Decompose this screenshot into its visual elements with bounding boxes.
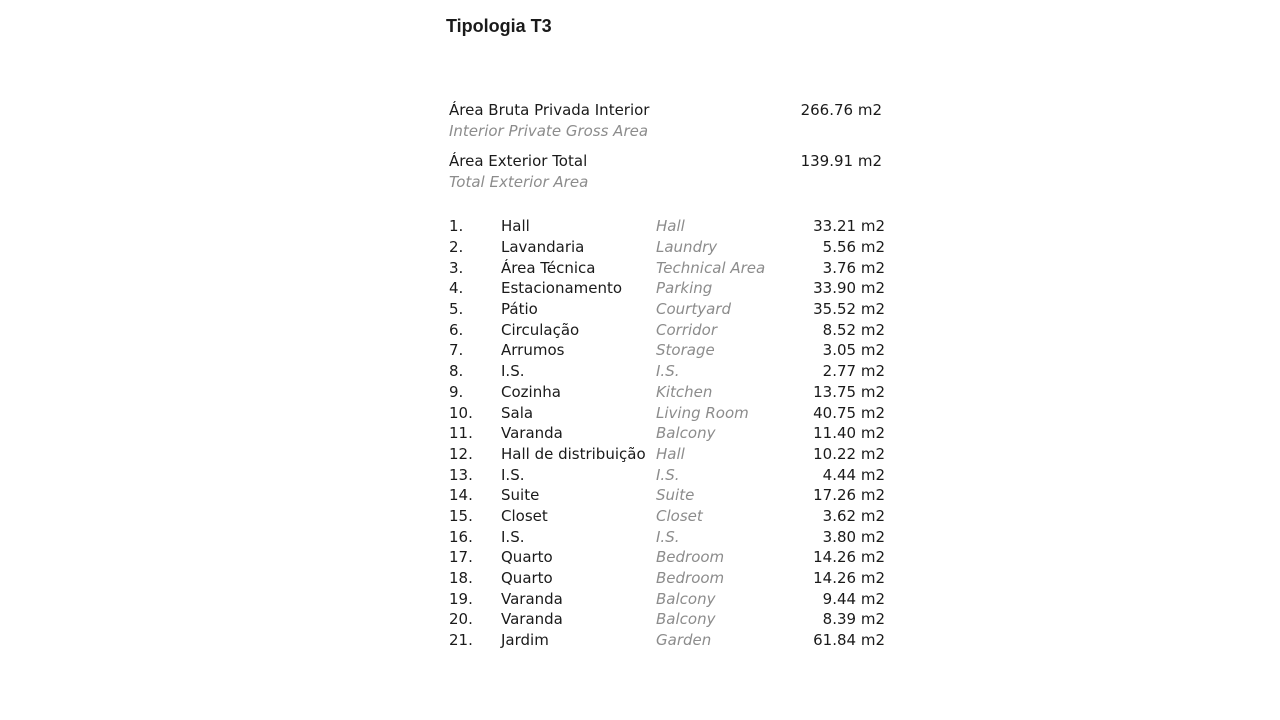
room-name-en: I.S. bbox=[656, 362, 680, 381]
room-row bbox=[449, 340, 886, 361]
room-area: 5.56 m2 bbox=[822, 238, 885, 257]
room-row bbox=[449, 630, 886, 651]
room-name-en: I.S. bbox=[656, 465, 680, 484]
room-name-pt: Área Técnica bbox=[501, 258, 596, 277]
room-row bbox=[449, 609, 886, 630]
room-name-en: Suite bbox=[656, 486, 695, 505]
page-title: Tipologia T3 bbox=[446, 16, 552, 36]
room-name-en: Kitchen bbox=[656, 382, 713, 401]
room-number: 11. bbox=[449, 424, 473, 443]
room-area: 8.52 m2 bbox=[822, 320, 885, 339]
room-row bbox=[449, 299, 886, 320]
room-name-pt: I.S. bbox=[501, 465, 525, 484]
room-number: 18. bbox=[449, 569, 473, 588]
room-name-pt: Quarto bbox=[501, 548, 553, 567]
room-name-pt: Varanda bbox=[501, 424, 563, 443]
room-area: 40.75 m2 bbox=[813, 403, 885, 422]
room-area: 35.52 m2 bbox=[813, 300, 885, 319]
room-number: 10. bbox=[449, 403, 473, 422]
room-number: 13. bbox=[449, 465, 473, 484]
room-number: 15. bbox=[449, 506, 473, 525]
room-area: 17.26 m2 bbox=[813, 486, 885, 505]
room-number: 19. bbox=[449, 589, 473, 608]
room-number: 3. bbox=[449, 258, 464, 277]
room-name-pt: I.S. bbox=[501, 527, 525, 546]
room-area: 14.26 m2 bbox=[813, 569, 885, 588]
room-name-en: Parking bbox=[656, 279, 713, 298]
room-area: 33.21 m2 bbox=[813, 217, 885, 236]
room-number: 21. bbox=[449, 631, 473, 650]
room-row bbox=[449, 237, 886, 258]
room-name-en: Balcony bbox=[656, 424, 716, 443]
room-number: 2. bbox=[449, 238, 464, 257]
room-number: 9. bbox=[449, 382, 464, 401]
room-name-pt: Circulação bbox=[501, 320, 580, 339]
room-name-pt: Arrumos bbox=[501, 341, 565, 360]
room-number: 4. bbox=[449, 279, 464, 298]
room-name-pt: Closet bbox=[501, 506, 548, 525]
summary-label-pt: Área Bruta Privada Interior bbox=[449, 101, 650, 119]
room-area: 11.40 m2 bbox=[813, 424, 885, 443]
room-row bbox=[449, 588, 886, 609]
room-name-pt: Hall bbox=[501, 217, 530, 236]
room-number: 6. bbox=[449, 320, 464, 339]
room-row bbox=[449, 464, 886, 485]
summary-label-pt: Área Exterior Total bbox=[449, 152, 588, 170]
room-row bbox=[449, 568, 886, 589]
room-name-pt: Varanda bbox=[501, 610, 563, 629]
room-name-pt: Cozinha bbox=[501, 382, 561, 401]
room-area: 4.44 m2 bbox=[822, 465, 885, 484]
room-name-en: Courtyard bbox=[656, 300, 731, 319]
room-area: 61.84 m2 bbox=[813, 631, 885, 650]
room-name-en: Garden bbox=[656, 631, 712, 650]
room-name-en: Hall bbox=[656, 444, 685, 463]
summary-labels bbox=[449, 151, 588, 193]
room-row bbox=[449, 382, 886, 403]
room-row bbox=[449, 485, 886, 506]
summary-row-total-exterior-area bbox=[449, 151, 886, 193]
room-name-en: Closet bbox=[656, 506, 703, 525]
room-row bbox=[449, 444, 886, 465]
room-area: 3.05 m2 bbox=[822, 341, 885, 360]
room-name-en: Corridor bbox=[656, 320, 718, 339]
summary-value: 266.76 m2 bbox=[800, 101, 882, 119]
room-row bbox=[449, 361, 886, 382]
room-name-pt: Pátio bbox=[501, 300, 538, 319]
summary-section bbox=[446, 100, 886, 193]
room-name-en: Storage bbox=[656, 341, 715, 360]
room-area: 3.62 m2 bbox=[822, 506, 885, 525]
room-number: 20. bbox=[449, 610, 473, 629]
room-name-pt: Estacionamento bbox=[501, 279, 623, 298]
room-number: 8. bbox=[449, 362, 464, 381]
room-name-en: Balcony bbox=[656, 589, 716, 608]
room-row bbox=[449, 216, 886, 237]
room-area: 2.77 m2 bbox=[822, 362, 885, 381]
room-row bbox=[449, 402, 886, 423]
summary-value: 139.91 m2 bbox=[800, 152, 882, 170]
room-row bbox=[449, 278, 886, 299]
room-row bbox=[449, 526, 886, 547]
summary-label-en: Total Exterior Area bbox=[449, 173, 589, 191]
room-name-pt: Hall de distribuição bbox=[501, 444, 646, 463]
area-sheet bbox=[446, 14, 886, 650]
room-area: 14.26 m2 bbox=[813, 548, 885, 567]
room-area: 3.80 m2 bbox=[822, 527, 885, 546]
room-name-pt: Quarto bbox=[501, 569, 553, 588]
room-name-en: Bedroom bbox=[656, 569, 725, 588]
room-row bbox=[449, 319, 886, 340]
room-number: 5. bbox=[449, 300, 464, 319]
room-name-pt: I.S. bbox=[501, 362, 525, 381]
room-name-pt: Sala bbox=[501, 403, 534, 422]
summary-labels bbox=[449, 100, 649, 142]
room-name-en: Balcony bbox=[656, 610, 716, 629]
room-name-en: I.S. bbox=[656, 527, 680, 546]
room-area: 8.39 m2 bbox=[822, 610, 885, 629]
room-number: 7. bbox=[449, 341, 464, 360]
room-name-pt: Jardim bbox=[501, 631, 549, 650]
room-name-pt: Lavandaria bbox=[501, 238, 585, 257]
room-area: 9.44 m2 bbox=[822, 589, 885, 608]
room-name-en: Technical Area bbox=[656, 258, 766, 277]
room-row bbox=[449, 506, 886, 527]
room-row bbox=[449, 257, 886, 278]
room-name-en: Living Room bbox=[656, 403, 749, 422]
summary-row-interior-gross-area bbox=[449, 100, 886, 142]
room-row bbox=[449, 423, 886, 444]
room-name-pt: Varanda bbox=[501, 589, 563, 608]
room-area: 10.22 m2 bbox=[813, 444, 885, 463]
room-number: 1. bbox=[449, 217, 464, 236]
room-name-en: Laundry bbox=[656, 238, 718, 257]
summary-label-en: Interior Private Gross Area bbox=[449, 122, 649, 140]
room-row bbox=[449, 547, 886, 568]
room-number: 14. bbox=[449, 486, 473, 505]
room-area: 33.90 m2 bbox=[813, 279, 885, 298]
room-name-en: Hall bbox=[656, 217, 685, 236]
room-area: 3.76 m2 bbox=[822, 258, 885, 277]
room-name-en: Bedroom bbox=[656, 548, 725, 567]
room-number: 12. bbox=[449, 444, 473, 463]
room-number: 17. bbox=[449, 548, 473, 567]
room-list bbox=[446, 216, 886, 650]
room-area: 13.75 m2 bbox=[813, 382, 885, 401]
room-number: 16. bbox=[449, 527, 473, 546]
room-name-pt: Suite bbox=[501, 486, 540, 505]
